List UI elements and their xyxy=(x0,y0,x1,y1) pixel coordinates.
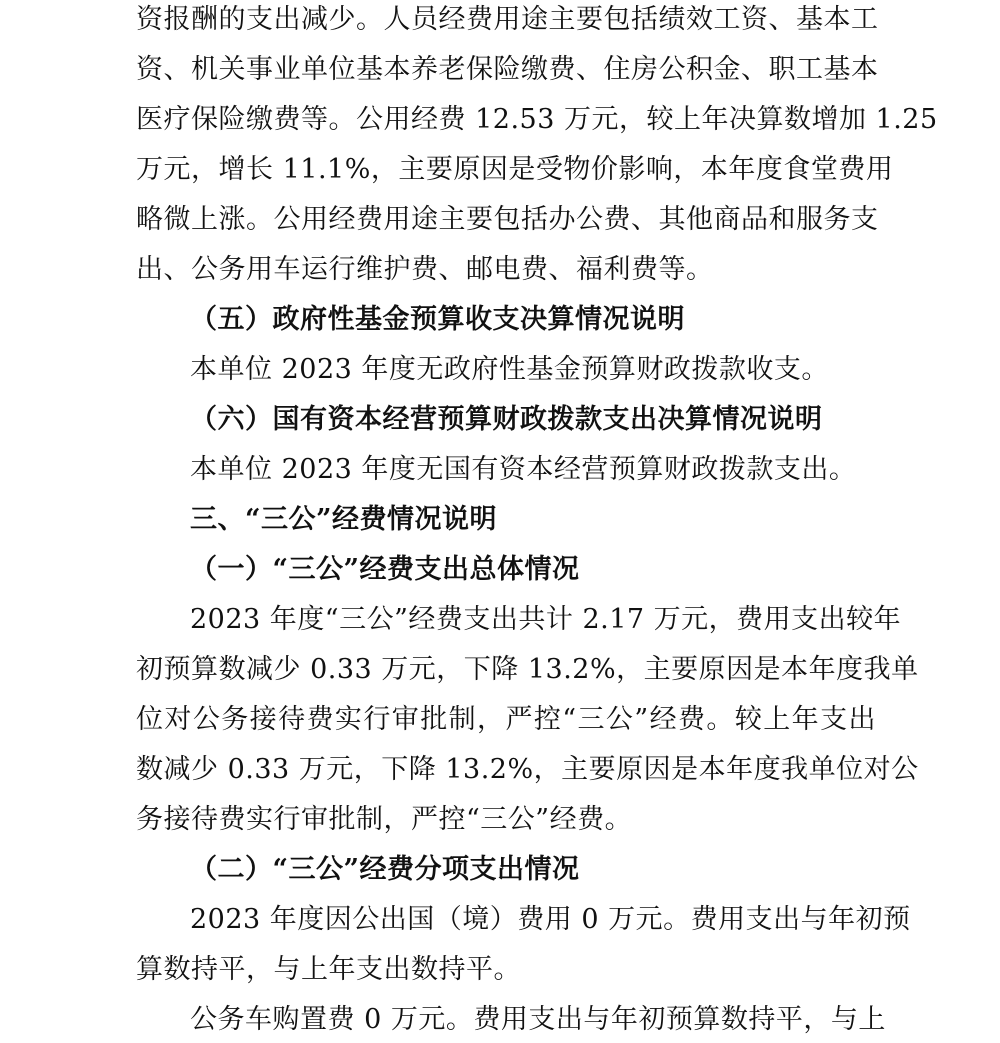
chapter-heading: 三、“三公”经费情况说明 xyxy=(190,504,498,535)
paragraph-line: 公务车购置费 0 万元。费用支出与年初预算数持平，与上 xyxy=(190,1004,886,1035)
paragraph-line: 医疗保险缴费等。公用经费 12.53 万元，较上年决算数增加 1.25 xyxy=(136,104,938,135)
paragraph-line: 资报酬的支出减少。人员经费用途主要包括绩效工资、基本工 xyxy=(136,4,879,35)
paragraph-line: 万元，增长 11.1%，主要原因是受物价影响，本年度食堂费用 xyxy=(136,154,894,185)
paragraph-line: 初预算数减少 0.33 万元，下降 13.2%，主要原因是本年度我单 xyxy=(136,654,919,685)
paragraph-line: 2023 年度因公出国（境）费用 0 万元。费用支出与年初预 xyxy=(190,904,911,935)
section-heading: （六）国有资本经营预算财政拨款支出决算情况说明 xyxy=(190,404,823,435)
paragraph-line: 本单位 2023 年度无政府性基金预算财政拨款收支。 xyxy=(190,354,829,385)
paragraph-line: 位对公务接待费实行审批制，严控“三公”经费。较上年支出 xyxy=(136,704,876,735)
paragraph-line: 算数持平，与上年支出数持平。 xyxy=(136,954,521,985)
section-heading: （二）“三公”经费分项支出情况 xyxy=(190,854,580,885)
section-heading: （五）政府性基金预算收支决算情况说明 xyxy=(190,304,685,335)
section-heading: （一）“三公”经费支出总体情况 xyxy=(190,554,580,585)
paragraph-line: 2023 年度“三公”经费支出共计 2.17 万元，费用支出较年 xyxy=(190,604,902,635)
paragraph-line: 数减少 0.33 万元，下降 13.2%，主要原因是本年度我单位对公 xyxy=(136,754,919,785)
paragraph-line: 资、机关事业单位基本养老保险缴费、住房公积金、职工基本 xyxy=(136,54,879,85)
paragraph-line: 出、公务用车运行维护费、邮电费、福利费等。 xyxy=(136,254,714,285)
paragraph-line: 务接待费实行审批制，严控“三公”经费。 xyxy=(136,804,633,835)
paragraph-line: 略微上涨。公用经费用途主要包括办公费、其他商品和服务支 xyxy=(136,204,879,235)
paragraph-line: 本单位 2023 年度无国有资本经营预算财政拨款支出。 xyxy=(190,454,857,485)
